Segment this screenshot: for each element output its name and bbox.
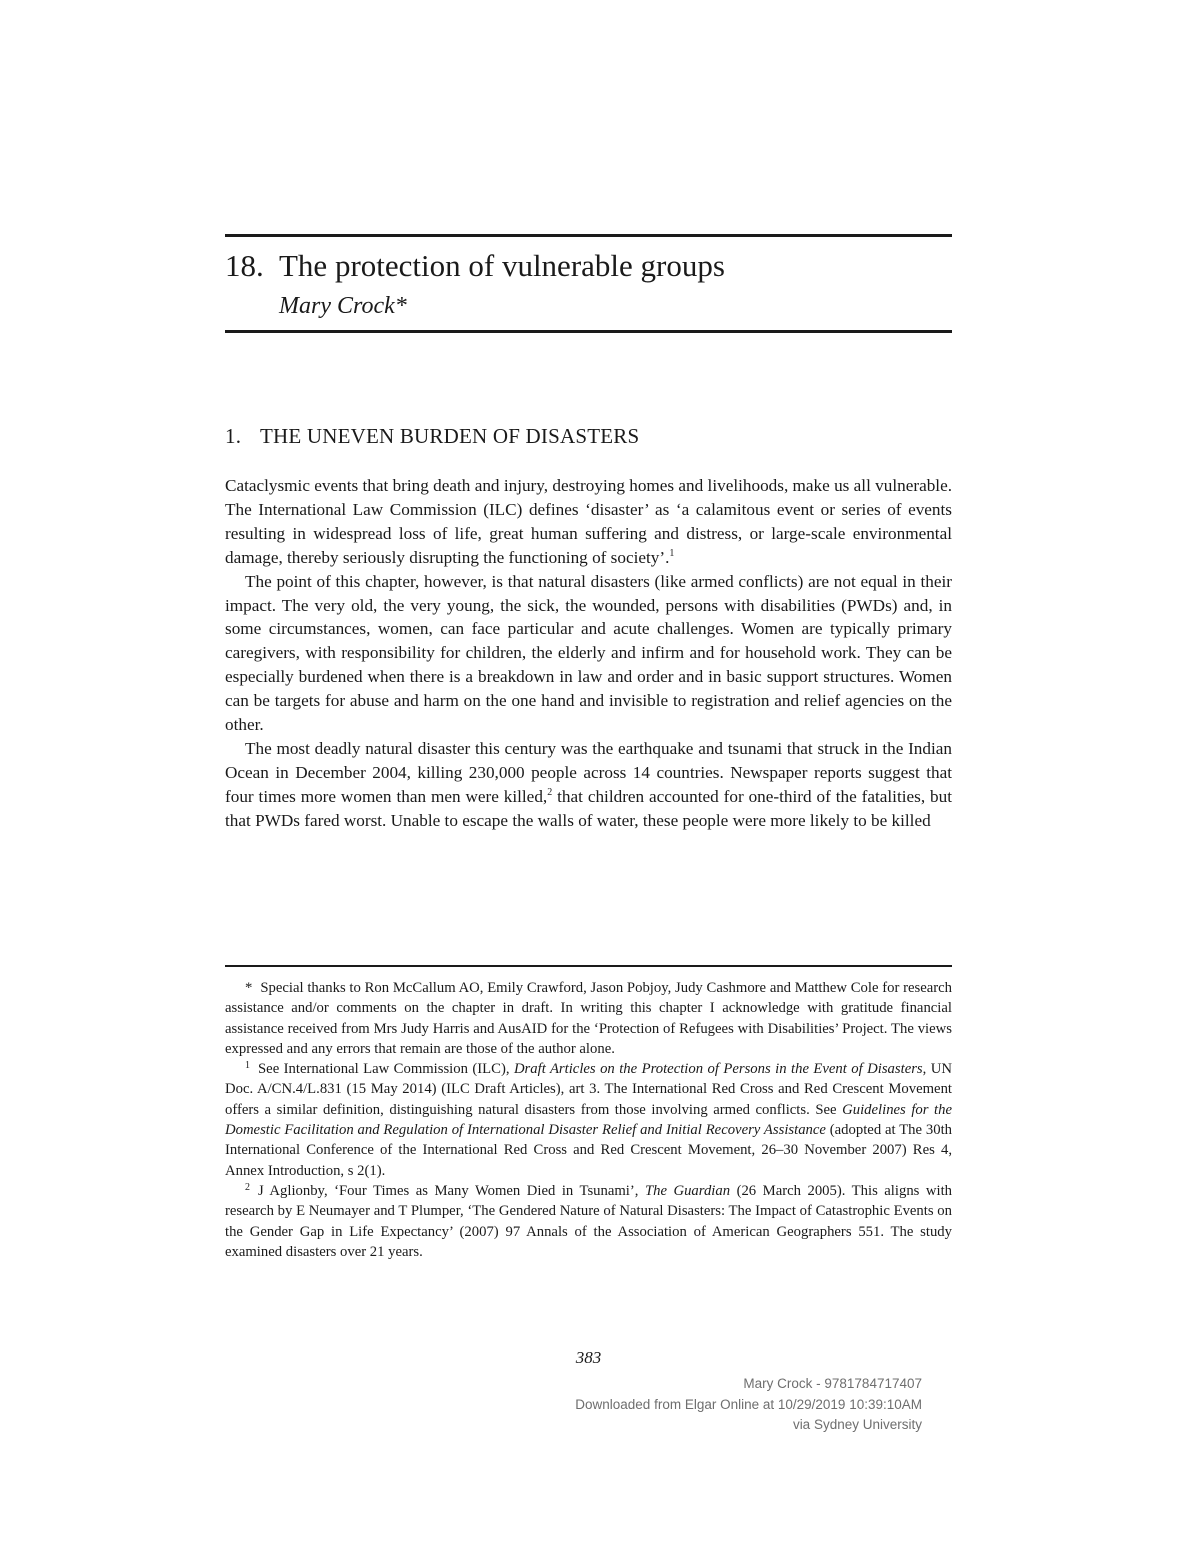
paragraph xyxy=(225,474,952,570)
paragraph-text: Cataclysmic events that bring death and injury, destroying homes and livelihoods, make us all vulnerable. The International Law Commission (ILC) defines ‘disaster’ as ‘a calamitous event or series of events resulting in widespread loss of life, great human suffering and distress, or large-scale environmental damage, thereby seriously disrupting the functioning of society’. xyxy=(225,476,952,567)
footnote-text: (26 March 2005). This aligns with research by E Neumayer and T Plumper, ‘The Gendered Nature of Natural Disasters: The Impact of Catastrophic Events on the Gender Gap in Life Expectancy’ (2007) 97 Annals of the Association of American Geographers 551. The study examined disasters over 21 years. xyxy=(225,1182,952,1260)
download-isbn-line: Mary Crock - 9781784717407 xyxy=(743,1376,922,1391)
footnote-2 xyxy=(225,1181,952,1262)
footnote-text: , UN Doc. A/CN.4/L.831 (15 May 2014) (ILC Draft Articles), art 3. The International Red Cross and Red Crescent Movement offers a similar definition, distinguishing natural disasters from those involving armed conflicts. See xyxy=(225,1061,952,1118)
chapter-author: Mary Crock* xyxy=(279,293,407,319)
footnote-mark: * xyxy=(245,980,253,996)
chapter-bottom-rule xyxy=(225,330,952,333)
paragraph-text: that children accounted for one-third of the fatalities, but that PWDs fared worst. Unable to escape the walls of water, these people were more likely to be killed xyxy=(225,786,952,830)
download-watermark xyxy=(575,1374,922,1436)
download-date-line: Downloaded from Elgar Online at 10/29/2019 10:39:10AM xyxy=(575,1396,922,1412)
footnote-1 xyxy=(225,1059,952,1181)
footnote-ref[interactable]: 2 xyxy=(547,786,553,798)
footnote-ref[interactable]: 1 xyxy=(669,547,675,559)
footnotes xyxy=(225,978,952,1262)
cited-title: Draft Articles on the Protection of Persons in the Event of Disasters xyxy=(513,1061,923,1078)
chapter-title xyxy=(225,246,952,286)
cited-title: Guidelines for the Domestic Facilitation and Regulation of International Disaster Relief and Initial Recovery Assistance xyxy=(225,1101,953,1139)
download-institution-line: via Sydney University xyxy=(792,1417,922,1432)
book-page xyxy=(225,0,952,1553)
section-heading-text: THE UNEVEN BURDEN OF DISASTERS xyxy=(260,424,640,448)
page-number: 383 xyxy=(575,1348,602,1367)
paragraph xyxy=(225,737,952,833)
footnote-text: Special thanks to Ron McCallum AO, Emily Crawford, Jason Pobjoy, Judy Cashmore and Matthew Cole for research assistance and/or comments on the chapter in draft. In writing this chapter I acknowledge with gratitude financial assistance received from Mrs Judy Harris and AusAID for the ‘Protection of Refugees with Disabilities’ Project. The views expressed and any errors that remain are those of the author alone. xyxy=(225,980,952,1057)
footnote-mark: 1 xyxy=(245,1060,250,1072)
paragraph: The point of this chapter, however, is that natural disasters (like armed conflicts) are not equal in their impact. The very old, the very young, the sick, the wounded, persons with disabilities (PWDs) and, in some circumstances, women, can face particular and acute challenges. Women are typically primary caregivers, with responsibility for children, the elderly and infirm and for household work. They can be especially burdened when there is a breakdown in law and order and in basic support structures. Women can be targets for abuse and harm on the one hand and invisible to registration and relief agencies on the other. xyxy=(225,571,952,735)
footnote-text: J Aglionby, ‘Four Times as Many Women Died in Tsunami’, xyxy=(258,1182,645,1199)
chapter-number: 18. xyxy=(225,248,264,283)
paragraph-text: The most deadly natural disaster this century was the earthquake and tsunami that struck in the Indian Ocean in December 2004, killing 230,000 people across 14 countries. Newspaper reports suggest that four times more women than men were killed, xyxy=(225,738,952,806)
footnote-star xyxy=(225,978,952,1059)
footnote-rule xyxy=(225,965,952,967)
chapter-title-text: The protection of vulnerable groups xyxy=(279,248,725,283)
section-number: 1. xyxy=(225,424,242,448)
section-heading xyxy=(225,422,639,450)
footnote-text: (adopted at The 30th International Conference of the International Red Cross and Red Crescent Movement, 26–30 November 2007) Res 4, Annex Introduction, s 2(1). xyxy=(225,1122,952,1179)
footnote-text: See International Law Commission (ILC), xyxy=(258,1061,514,1078)
footnote-mark: 2 xyxy=(245,1181,250,1193)
body-text xyxy=(225,474,952,833)
chapter-top-rule xyxy=(225,234,952,237)
cited-title: The Guardian xyxy=(644,1182,731,1199)
